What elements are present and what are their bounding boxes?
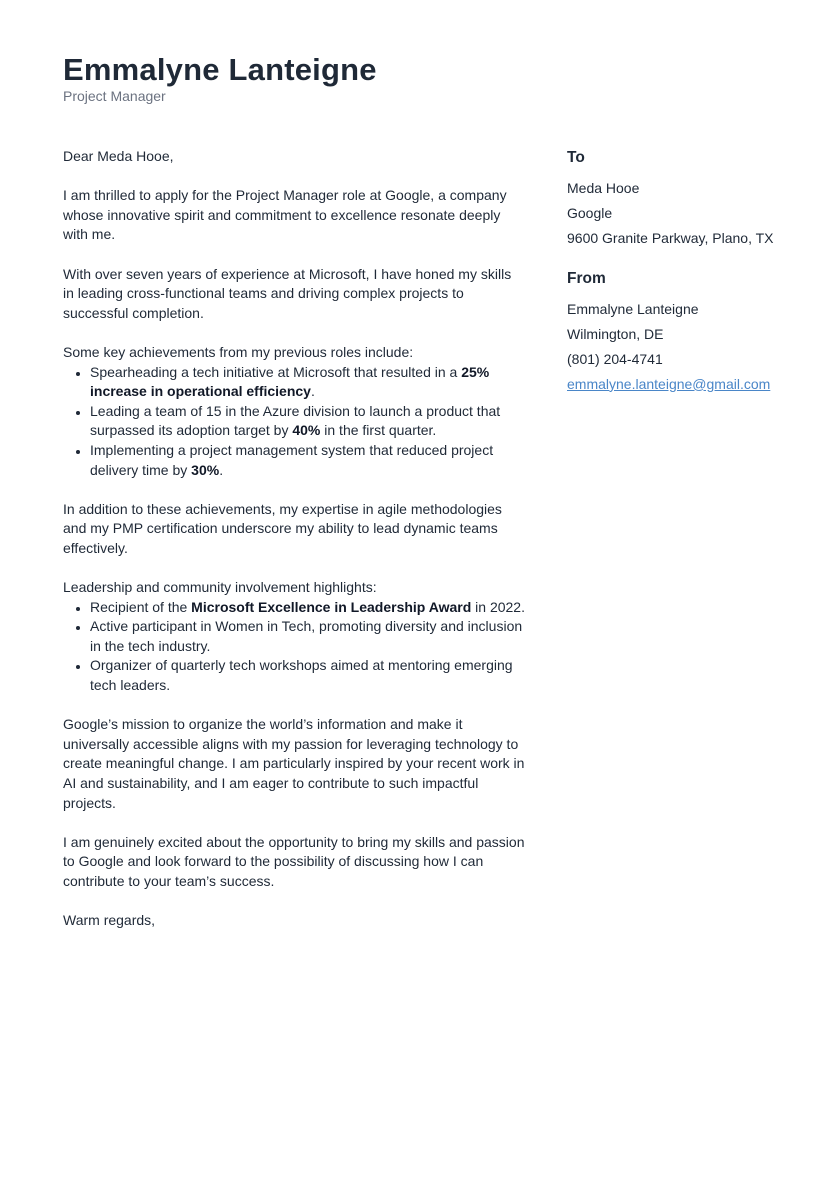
list-item: • Active participant in Women in Tech, promoting diversity and inclusion in the tech industry. — [90, 617, 525, 656]
sender-full-name: Emmalyne Lanteigne — [567, 301, 699, 318]
paragraph-expertise: In addition to these achievements, my expertise in agile methodologies and my PMP certification underscore my ability to lead dynamic teams effectively. — [63, 500, 502, 556]
to-heading: To — [567, 149, 585, 166]
contact-sidebar — [567, 148, 807, 416]
recipient-block — [567, 148, 807, 250]
paragraph-mission: Google’s mission to organize the world’s information and make it universally accessible aligns with my passion for leveraging technology to create meaningful change. I am particularly inspired by your recent work in AI and sustainability, and I am eager to contribute to such impactful projects. — [63, 716, 525, 811]
recipient-company: Google — [567, 204, 613, 221]
list-item: • Spearheading a tech initiative at Microsoft that resulted in a 25% increase in operational efficiency. — [90, 363, 525, 402]
sign-off: Warm regards, — [63, 912, 156, 929]
list-item: • Leading a team of 15 in the Azure division to launch a product that surpassed its adoption target by 40% in the first quarter. — [90, 402, 525, 441]
letter-header — [63, 52, 377, 104]
sender-name: Emmalyne Lanteigne — [63, 52, 377, 87]
from-heading: From — [567, 270, 606, 288]
achievements-intro: Some key achievements from my previous roles include: — [63, 343, 414, 360]
letter-body — [63, 147, 525, 950]
sender-phone: (801) 204-4741 — [567, 350, 663, 367]
sender-location: Wilmington, DE — [567, 326, 664, 343]
achievements-list — [63, 363, 525, 481]
paragraph-experience: With over seven years of experience at Microsoft, I have honed my skills in leading cross-functional teams and driving complex projects to successful completion. — [63, 265, 512, 321]
recipient-name: Meda Hooe — [567, 180, 640, 196]
paragraph-intro: I am thrilled to apply for the Project Manager role at Google, a company whose innovative spirit and commitment to excellence resonate deeply with me. — [63, 187, 507, 243]
paragraph-closing: I am genuinely excited about the opportunity to bring my skills and passion to Google and look forward to the possibility of discussing how I can contribute to your team’s success. — [63, 833, 525, 889]
leadership-intro: Leadership and community involvement highlights: — [63, 579, 377, 596]
sender-title: Project Manager — [63, 88, 166, 104]
sender-block — [567, 269, 807, 396]
salutation: Dear Meda Hooe, — [63, 148, 174, 164]
list-item: • Organizer of quarterly tech workshops aimed at mentoring emerging tech leaders. — [90, 656, 525, 695]
list-item: • Implementing a project management system that reduced project delivery time by 30%. — [90, 441, 525, 480]
recipient-address: 9600 Granite Parkway, Plano, TX — [567, 229, 774, 246]
leadership-list — [63, 598, 525, 696]
list-item: • Recipient of the Microsoft Excellence in Leadership Award in 2022. — [90, 598, 525, 618]
sender-email-link[interactable]: emmalyne.lanteigne@gmail.com — [567, 375, 771, 392]
